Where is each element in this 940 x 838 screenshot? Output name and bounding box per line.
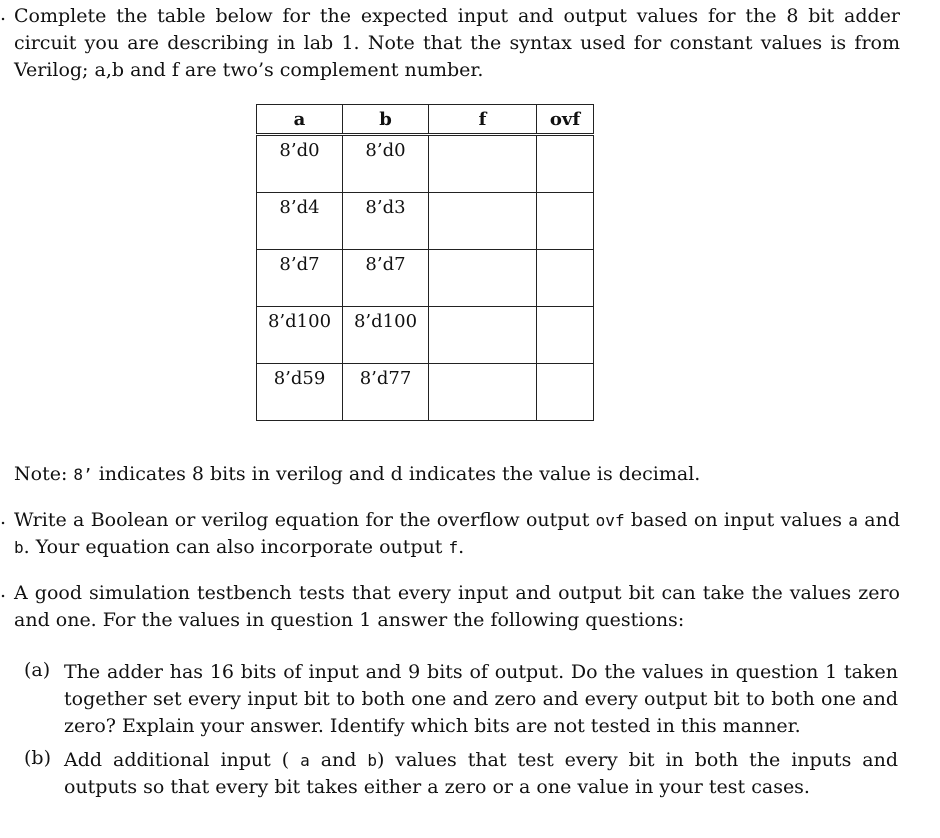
cell-ovf[interactable] [537,250,594,307]
q2-part5: . [458,536,465,558]
cell-a: 8’d4 [257,193,343,250]
header-f: f [429,105,537,135]
table-header-row [257,105,594,135]
cell-f[interactable] [429,135,537,193]
q2-code-b: b [14,538,24,557]
subquestion-a-text: The adder has 16 bits of input and 9 bits of output. Do the values in question 1 taken together set every input bit to both one and zero and every output bit to both one and zero? Explain your answer. Identify which bits are not tested in this manner. [64,661,898,737]
header-a: a [257,105,343,135]
cell-b: 8’d77 [343,364,429,421]
cell-ovf[interactable] [537,307,594,364]
cell-b: 8’d7 [343,250,429,307]
table-row [257,193,594,250]
q2-part3: and [857,509,900,531]
q2-part4: . Your equation can also incorporate output [23,536,449,558]
question-2-text [14,507,900,561]
cell-a: 8’d0 [257,135,343,193]
header-b: b [343,105,429,135]
q2-code-f: f [448,538,459,557]
cell-ovf[interactable] [537,364,594,421]
cell-f[interactable] [429,364,537,421]
question-1-marker: . [0,3,7,25]
sb-part2: and [309,749,368,771]
cell-f[interactable] [429,307,537,364]
table-row [257,307,594,364]
cell-a: 8’d7 [257,250,343,307]
question-3-marker: . [0,580,7,602]
subquestion-b-text [64,747,898,801]
cell-b: 8’d0 [343,135,429,193]
note-code: 8’ [73,465,93,484]
subquestion-b-label: (b) [24,747,51,769]
cell-a: 8’d100 [257,307,343,364]
sb-code-b: b [367,751,378,770]
cell-a: 8’d59 [257,364,343,421]
question-1-text: Complete the table below for the expected input and output values for the 8 bit adder circuit you are describing in lab 1. Note that the syntax used for constant values is from Verilog; a,b and f are two’s complement number. [14,5,900,81]
table-row [257,250,594,307]
table-row [257,135,594,193]
q2-part2: based on input values [624,509,849,531]
note-text: indicates 8 bits in verilog and d indicates the value is decimal. [92,463,701,485]
sb-code-a: a [300,751,310,770]
header-ovf: ovf [537,105,594,135]
q2-code-ovf: ovf [595,511,625,530]
cell-b: 8’d3 [343,193,429,250]
sb-part1: Add additional input ( [64,749,301,771]
question-3-text: A good simulation testbench tests that every input and output bit can take the values zero and one. For the values in question 1 answer the following questions: [14,582,900,631]
note-paragraph [14,461,900,488]
cell-b: 8’d100 [343,307,429,364]
sb-part3: ) values that test every bit in both the inputs and outputs so that every bit takes either a zero or a one value in your test cases. [64,749,898,798]
cell-ovf[interactable] [537,135,594,193]
adder-table [256,104,594,421]
cell-f[interactable] [429,250,537,307]
subquestion-a-label: (a) [24,659,51,681]
note-prefix: Note: [14,463,74,485]
table-row [257,364,594,421]
cell-ovf[interactable] [537,193,594,250]
question-2-marker: . [0,507,7,529]
q2-part1: Write a Boolean or verilog equation for the overflow output [14,509,596,531]
cell-f[interactable] [429,193,537,250]
q2-code-a: a [848,511,858,530]
